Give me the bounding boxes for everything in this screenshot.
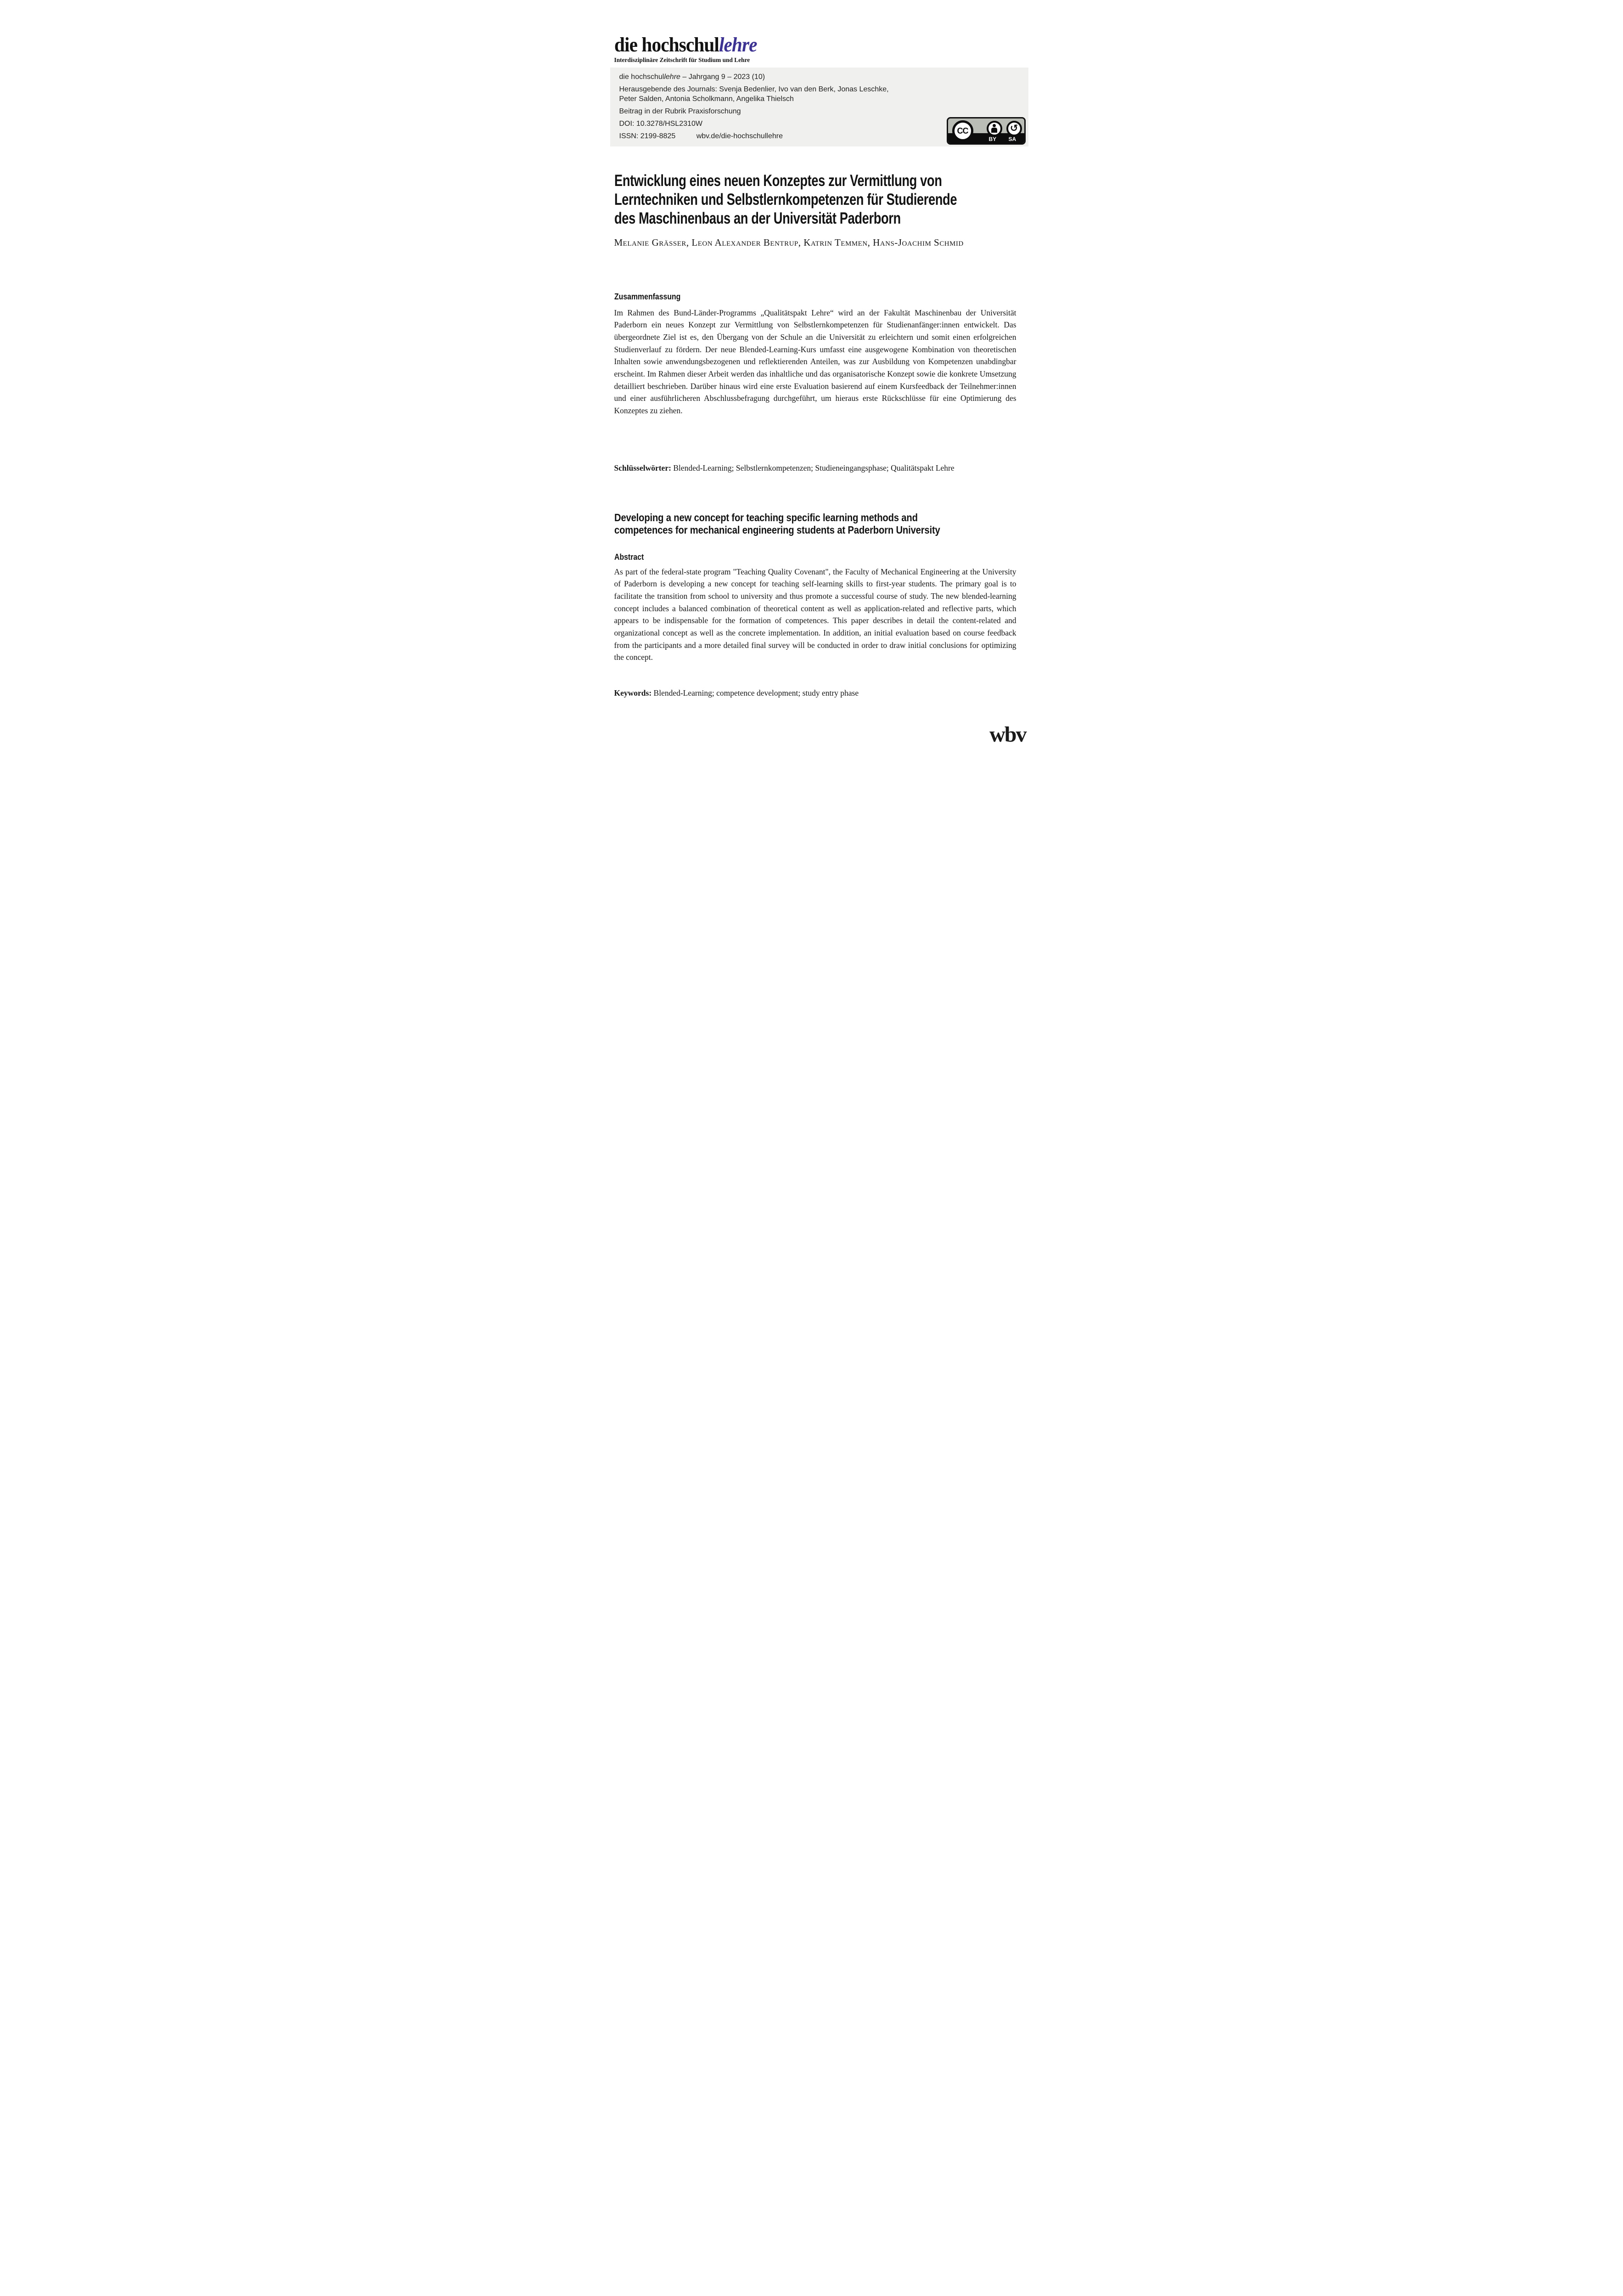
journal-logo-prefix: die hochschul [614, 34, 719, 56]
journal-issue-suffix: – Jahrgang 9 – 2023 (10) [680, 73, 765, 81]
abstract-en-heading: Abstract [614, 552, 644, 562]
journal-issue-prefix: die hochschul [619, 73, 664, 81]
publication-info-box [610, 68, 1028, 146]
keywords-en-label: Keywords: [614, 688, 652, 698]
rubric-line: Beitrag in der Rubrik Praxisforschung [619, 107, 741, 115]
abstract-de-heading: Zusammenfassung [614, 292, 680, 301]
abstract-en-body: As part of the federal-state program "Teaching Quality Covenant", the Faculty of Mechanical Engineering at the University of Paderborn is developing a new concept for teaching self-learning skills to first-year students. The primary goal is to facilitate the transition from school to university and thus promote a successful course of study. The new blended-learning concept includes a balanced combination of theoretical content as well as application-related and reflective parts, which appears to be indispensable for the formation of competences. This paper describes in detail the content-related and organizational concept as well as the concrete implementation. In addition, an initial evaluation based on course feedback from the participants and a more detailed final survey will be conducted in order to draw initial conclusions for optimizing the concept. [614, 567, 1016, 662]
cc-by-label: BY [988, 136, 997, 142]
editors-block [619, 84, 1019, 104]
cc-logo-icon: CC [952, 120, 973, 141]
journal-logo [614, 35, 766, 64]
journal-url-link[interactable]: wbv.de/die-hochschullehre [696, 132, 783, 140]
journal-page [541, 0, 1082, 765]
issn-value: ISSN: 2199-8825 [619, 132, 676, 140]
keywords-en [614, 687, 1016, 699]
article-title-de-line3: des Maschinenbaus an der Universität Paderborn [614, 209, 901, 228]
cc-attribution-person-icon [987, 121, 1002, 136]
editors-line-1: Herausgebende des Journals: Svenja Bedenlier, Ivo van den Berk, Jonas Leschke, [619, 85, 889, 93]
journal-logo-subtitle: Interdisziplinäre Zeitschrift für Studium und Lehre [614, 56, 750, 63]
abstract-de-body: Im Rahmen des Bund-Länder-Programms „Qualitätspakt Lehre“ wird an der Fakultät Maschinenbau der Universität Paderborn ein neues Konzept zur Vermittlung von Selbstlernkompetenzen für Studienanfänger:innen entwickelt. Das übergeordnete Ziel ist es, den Übergang von der Schule an die Universität zu erleichtern und somit einen erfolgreichen Studienverlauf zu fördern. Der neue Blended-Learning-Kurs umfasst eine ausgewogene Kombination von theoretischen Inhalten sowie anwendungsbezogenen und reflektierenden Anteilen, was zur Ausbildung von Kompetenzen unabdingbar erscheint. Im Rahmen dieser Arbeit werden das inhaltliche und das organisatorische Konzept sowie die konkrete Umsetzung detailliert beschrieben. Darüber hinaus wird eine erste Evaluation basierend auf einem Kursfeedback der Teilnehmer:innen und einer ausführlicheren Abschlussbefragung durchgeführt, um hieraus erste Rückschlüsse für eine Optimierung des Konzeptes zu ziehen. [614, 308, 1016, 416]
doi-line: DOI: 10.3278/HSL2310W [619, 120, 702, 128]
author-names: Melanie Grässer, Leon Alexander Bentrup, Katrin Temmen, Hans-Joachim Schmid [614, 237, 964, 248]
article-title-en-line2: competences for mechanical engineering students at Paderborn University [614, 523, 940, 536]
journal-logo-wordmark [614, 35, 757, 55]
article-title-de-line2: Lerntechniken und Selbstlernkompetenzen für Studierende [614, 191, 957, 209]
keywords-de-list: Blended-Learning; Selbstlernkompetenzen; Studieneingangsphase; Qualitätspakt Lehre [671, 463, 955, 473]
journal-issue-italic: lehre [664, 73, 680, 81]
keywords-en-list: Blended-Learning; competence development; study entry phase [651, 688, 859, 698]
keywords-de [614, 462, 1016, 474]
cc-sa-label: SA [1008, 136, 1016, 142]
editors-line-2: Peter Salden, Antonia Scholkmann, Angelika Thielsch [619, 95, 794, 103]
article-title-de [614, 171, 1054, 228]
journal-logo-accent: lehre [719, 34, 757, 56]
article-title-en [614, 512, 984, 536]
journal-issue-line [619, 72, 1019, 82]
keywords-de-label: Schlüsselwörter: [614, 463, 671, 473]
wbv-publisher-logo: wbv [989, 722, 1026, 747]
cc-share-alike-arrow-icon: ↺ [1006, 121, 1022, 136]
article-title-de-line1: Entwicklung eines neuen Konzeptes zur Vermittlung von [614, 172, 942, 190]
article-title-en-line1: Developing a new concept for teaching specific learning methods and [614, 511, 918, 523]
cc-by-sa-license-badge[interactable] [947, 117, 1026, 145]
